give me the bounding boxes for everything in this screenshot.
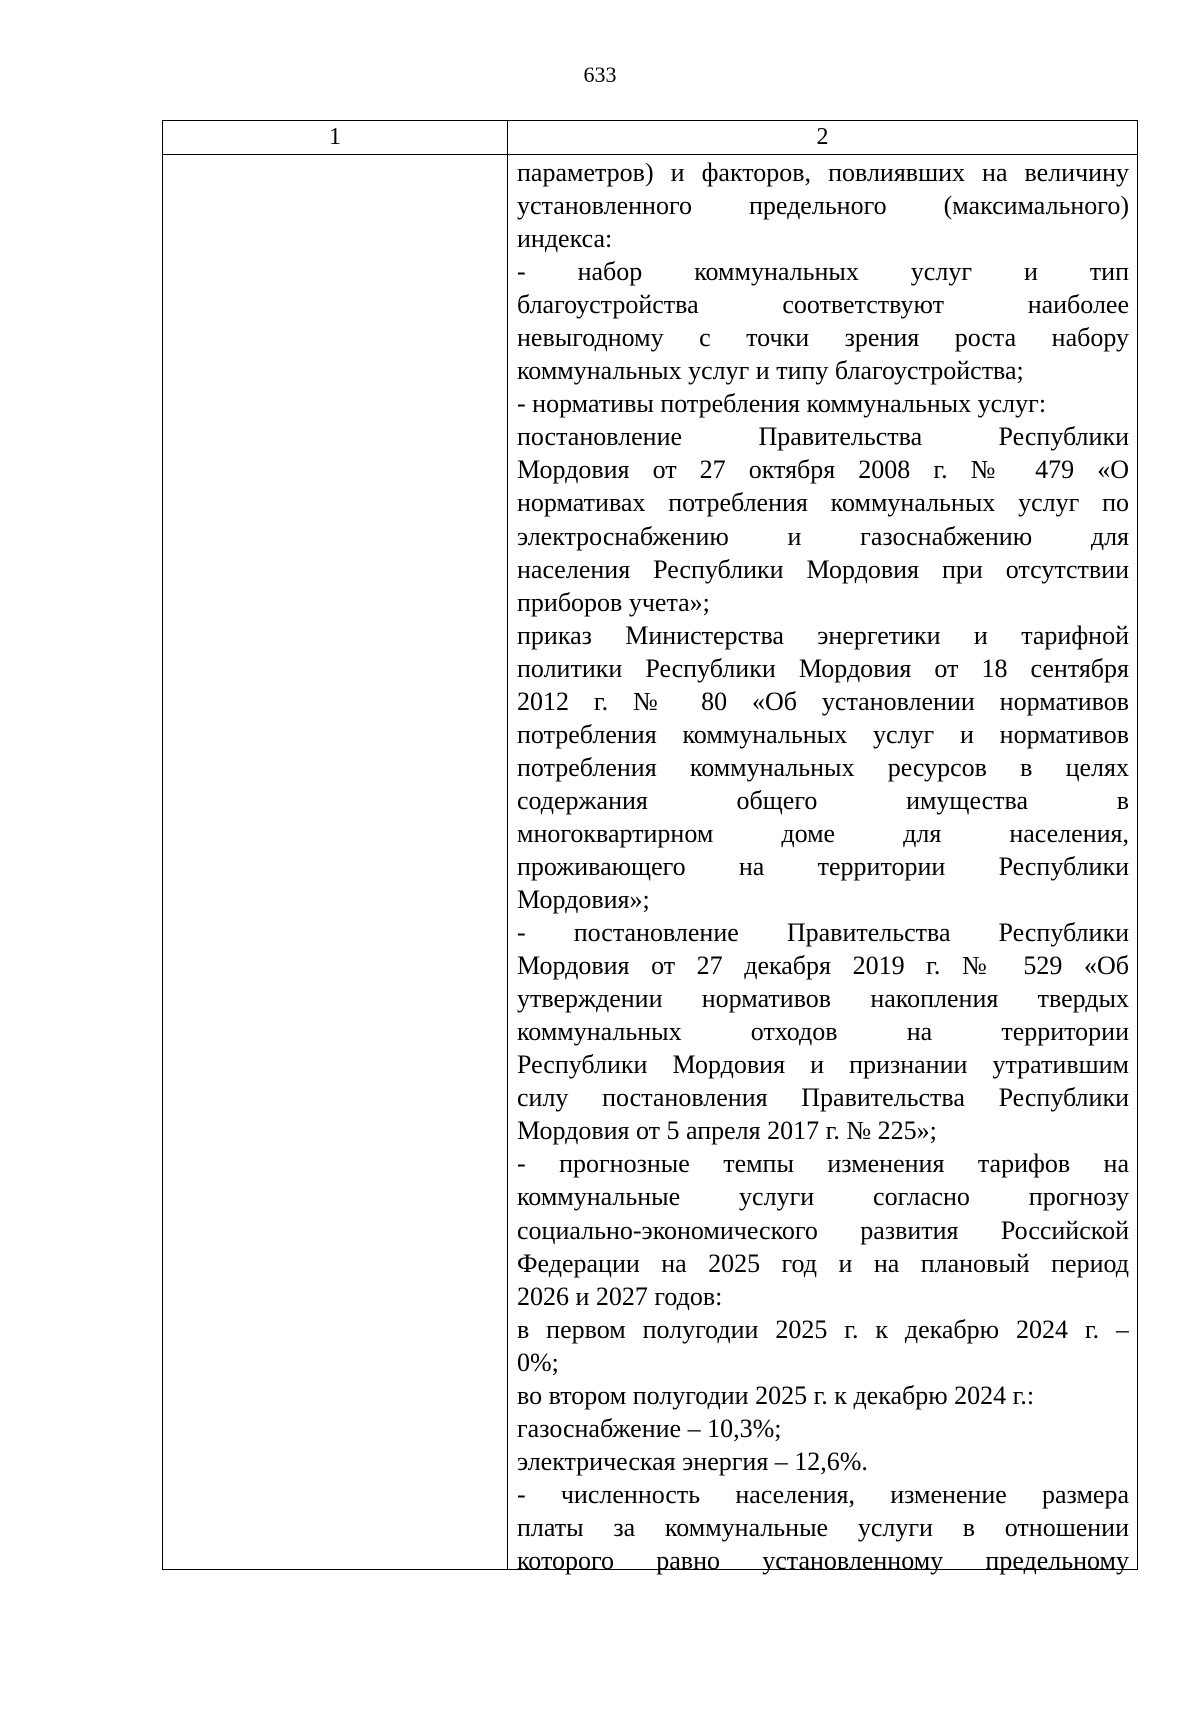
text-line: нормативах потребления коммунальных услуг по	[517, 488, 1129, 518]
text-line: Мордовия от 5 апреля 2017 г. № 225»;	[517, 1116, 937, 1146]
text-line: потребления коммунальных услуг и нормативов	[517, 719, 1129, 749]
column-header-1: 1	[329, 124, 341, 150]
text-line: Федерации на 2025 год и на плановый период	[517, 1248, 1129, 1278]
text-line: установленного предельного (максимального)	[517, 191, 1129, 221]
text-line: которого равно установленному предельному	[517, 1545, 1129, 1575]
text-line: Мордовия от 27 декабря 2019 г. № 529 «Об	[517, 951, 1129, 981]
text-line: - постановление Правительства Республики	[517, 918, 1129, 948]
text-line: Республики Мордовия и признании утратившим	[517, 1050, 1129, 1080]
text-line: политики Республики Мордовия от 18 сентября	[517, 653, 1129, 683]
text-line: параметров) и факторов, повлиявших на величину	[517, 158, 1129, 187]
text-line: утверждении нормативов накопления твердых	[517, 984, 1129, 1014]
text-line: содержания общего имущества в	[517, 785, 1129, 815]
text-line: коммунальные услуги согласно прогнозу	[517, 1182, 1129, 1212]
text-line: коммунальных услуг и типу благоустройства;	[517, 356, 1024, 386]
text-line: приказ Министерства энергетики и тарифной	[517, 620, 1129, 650]
text-line: постановление Правительства Республики	[517, 422, 1129, 452]
column-header-2: 2	[816, 124, 829, 150]
text-line: потребления коммунальных ресурсов в целях	[517, 752, 1129, 782]
text-line: 0%;	[517, 1347, 559, 1377]
text-line: проживающего на территории Республики	[517, 851, 1129, 881]
text-line: - нормативы потребления коммунальных услуг:	[517, 389, 1047, 419]
text-line: силу постановления Правительства Республики	[517, 1083, 1129, 1113]
text-line: 2012 г. № 80 «Об установлении нормативов	[517, 686, 1129, 716]
text-line: Мордовия»;	[517, 885, 650, 915]
text-line: приборов учета»;	[517, 587, 710, 617]
text-line: коммунальных отходов на территории	[517, 1017, 1129, 1047]
text-line: индекса:	[517, 224, 613, 254]
text-line: многоквартирном доме для населения,	[517, 818, 1129, 848]
text-line: газоснабжение – 10,3%;	[517, 1413, 782, 1443]
text-line: Мордовия от 27 октября 2008 г. № 479 «О	[517, 455, 1129, 485]
text-line: электроснабжению и газоснабжению для	[517, 521, 1129, 551]
text-line: во втором полугодии 2025 г. к декабрю 2024 г.:	[517, 1380, 1035, 1410]
page-number: 633	[583, 62, 617, 87]
text-line: электрическая энергия – 12,6%.	[517, 1446, 868, 1476]
table-cell-column-2	[517, 156, 1129, 1577]
table-header-row	[163, 121, 1137, 155]
text-line: социально-экономического развития Российской	[517, 1215, 1129, 1245]
document-table	[162, 120, 1138, 1575]
text-line: благоустройства соответствуют наиболее	[517, 290, 1129, 320]
text-line: невыгодному с точки зрения роста набору	[517, 323, 1129, 353]
text-line: - прогнозные темпы изменения тарифов на	[517, 1149, 1129, 1179]
text-line: 2026 и 2027 годов:	[517, 1281, 723, 1311]
text-line: - численность населения, изменение размера	[517, 1479, 1129, 1509]
column-divider	[507, 121, 508, 1569]
text-line: населения Республики Мордовия при отсутствии	[517, 554, 1129, 584]
text-line: в первом полугодии 2025 г. к декабрю 2024 г. –	[517, 1314, 1129, 1344]
text-line: - набор коммунальных услуг и тип	[517, 257, 1129, 287]
text-line: платы за коммунальные услуги в отношении	[517, 1512, 1129, 1542]
